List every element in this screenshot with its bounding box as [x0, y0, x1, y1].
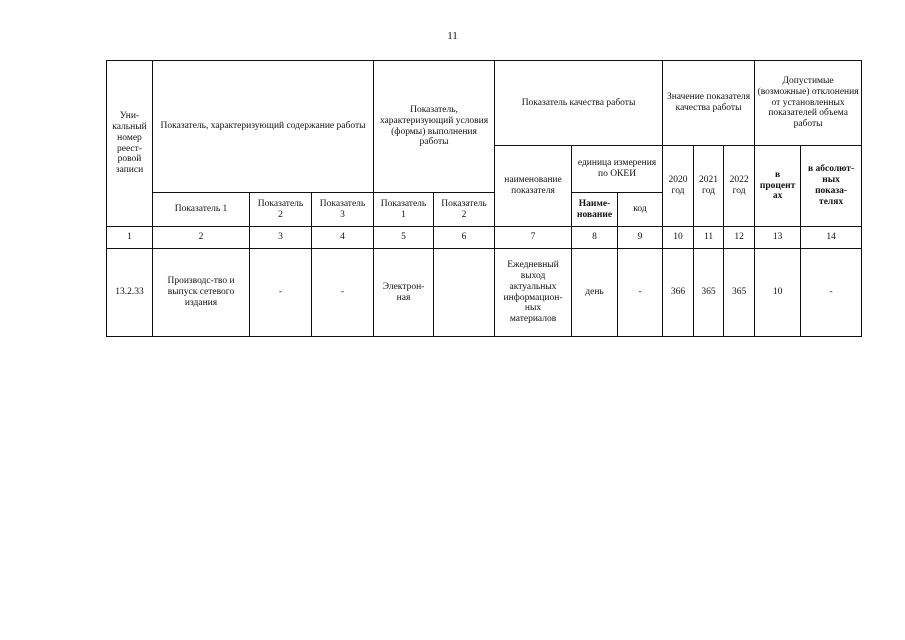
deviation-absolute: -	[801, 249, 862, 337]
condition-indicator-2	[434, 249, 495, 337]
column-number: 6	[434, 227, 495, 249]
column-number: 13	[755, 227, 801, 249]
header-in-percent: в процент ах	[755, 146, 801, 227]
unit-code: -	[618, 249, 663, 337]
header-okei-code: код	[618, 193, 663, 227]
column-number: 4	[312, 227, 374, 249]
header-year-2020: 2020 год	[663, 146, 694, 227]
header-condition-sub-1: Показатель 1	[374, 193, 434, 227]
header-content-sub-2: Показатель 2	[250, 193, 312, 227]
unit-name: день	[572, 249, 618, 337]
header-indicator-name: наименование показателя	[495, 146, 572, 227]
column-number: 5	[374, 227, 434, 249]
header-condition-indicator: Показатель, характеризующий условия (формы) выполнения работы	[374, 61, 495, 193]
header-year-2022: 2022 год	[724, 146, 755, 227]
column-number: 3	[250, 227, 312, 249]
value-2022: 365	[724, 249, 755, 337]
quality-indicators-table	[106, 60, 862, 337]
header-quality-indicator: Показатель качества работы	[495, 61, 663, 146]
column-number: 14	[801, 227, 862, 249]
header-condition-sub-2: Показатель 2	[434, 193, 495, 227]
content-indicator-3: -	[312, 249, 374, 337]
header-okei-name: Наиме- нование	[572, 193, 618, 227]
column-number: 1	[107, 227, 153, 249]
value-2021: 365	[694, 249, 724, 337]
deviation-percent: 10	[755, 249, 801, 337]
header-content-indicator: Показатель, характеризующий содержание работы	[153, 61, 374, 193]
column-number: 11	[694, 227, 724, 249]
value-2020: 366	[663, 249, 694, 337]
content-indicator-2: -	[250, 249, 312, 337]
header-deviations: Допустимые (возможные) отклонения от установленных показателей объема работы	[755, 61, 862, 146]
header-content-sub-1: Показатель 1	[153, 193, 250, 227]
column-number: 7	[495, 227, 572, 249]
page-number: 11	[447, 30, 458, 42]
header-in-absolute: в абсолют- ных показа- телях	[801, 146, 862, 227]
column-number: 2	[153, 227, 250, 249]
condition-indicator-1: Электрон- ная	[374, 249, 434, 337]
header-unique-number: Уни- кальный номер реест- ровой записи	[107, 61, 153, 227]
header-quality-value: Значение показателя качества работы	[663, 61, 755, 146]
header-okei-unit: единица измерения по ОКЕИ	[572, 146, 663, 193]
content-indicator-1: Производс-тво и выпуск сетевого издания	[153, 249, 250, 337]
table-row	[107, 249, 862, 337]
header-content-sub-3: Показатель 3	[312, 193, 374, 227]
column-number: 12	[724, 227, 755, 249]
header-year-2021: 2021 год	[694, 146, 724, 227]
column-number: 8	[572, 227, 618, 249]
column-number: 10	[663, 227, 694, 249]
quality-indicator-name: Ежедневный выход актуальных информацион- ных материалов	[495, 249, 572, 337]
registry-number: 13.2.33	[107, 249, 153, 337]
column-number: 9	[618, 227, 663, 249]
